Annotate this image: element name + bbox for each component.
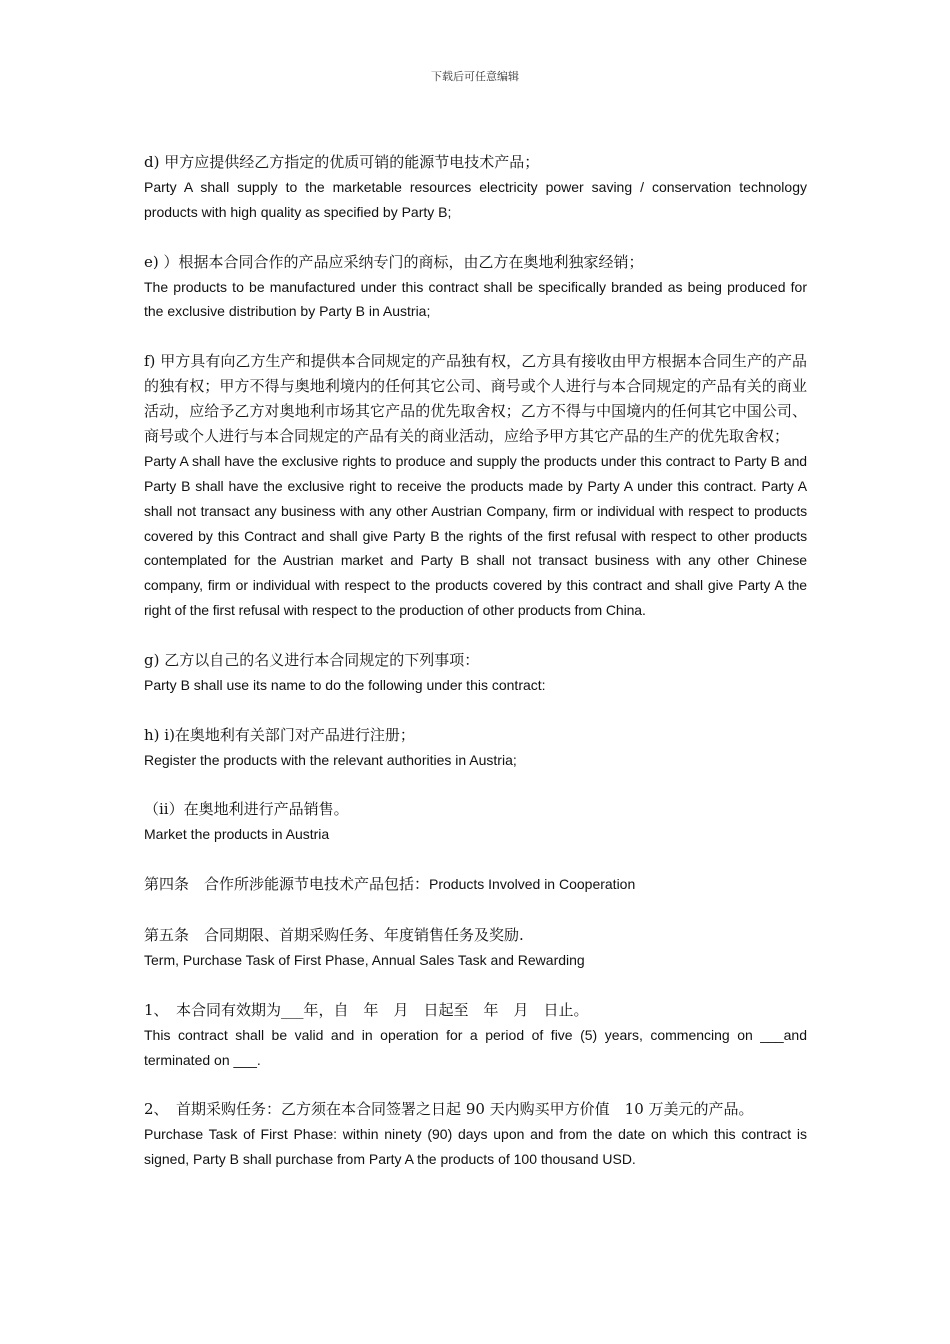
article-4-heading bbox=[144, 872, 807, 898]
document-body bbox=[144, 150, 807, 1172]
article-5-english: Term, Purchase Task of First Phase, Annual Sales Task and Rewarding bbox=[144, 951, 585, 968]
item-2-english: Purchase Task of First Phase: within ninety (90) days upon and from the date on which this contract is signed, Party B shall purchase from Party A the products of 100 thousand USD. bbox=[144, 1126, 807, 1168]
clause-g-english: Party B shall use its name to do the following under this contract: bbox=[144, 676, 546, 693]
page-header: 下载后可任意编辑 bbox=[431, 70, 519, 83]
spacer bbox=[144, 225, 807, 250]
spacer bbox=[144, 847, 807, 872]
article-4-english: Products Involved in Cooperation bbox=[429, 876, 636, 893]
clause-ii-chinese: （ii）在奥地利进行产品销售。 bbox=[144, 800, 349, 819]
clause-d-chinese: d) 甲方应提供经乙方指定的优质可销的能源节电技术产品； bbox=[144, 153, 540, 171]
clause-h-english: Register the products with the relevant authorities in Austria; bbox=[144, 751, 517, 768]
clause-f-english: Party A shall have the exclusive rights to produce and supply the products under this contract to Party B and Party B shall have the exclusive right to receive the products made by Party A under this contract. Party A shall not transact any business with any other Austrian Company, firm or individual with respect to products covered by this Contract and shall give Party B the rights of the first refusal with respect to other products contemplated for the Austrian market and Party B shall not transact business with any other Chinese company, firm or individual with respect to the products covered by this contract and shall give Party A the right of the first refusal with respect to the production of other products from China. bbox=[144, 452, 807, 619]
article-4-chinese: 第四条 合作所涉能源节电技术产品包括： bbox=[144, 875, 430, 894]
item-1-chinese: 1、 本合同有效期为___年，自 年 月 日起至 年 月 日止。 bbox=[144, 1000, 589, 1019]
clause-e-english: The products to be manufactured under this contract shall be specifically branded as being produced for the exclusive distribution by Party B in Austria; bbox=[144, 278, 807, 320]
spacer bbox=[144, 324, 807, 349]
clause-e-chinese: e) ）根据本合同合作的产品应采纳专门的商标，由乙方在奥地利独家经销； bbox=[144, 252, 644, 271]
spacer bbox=[144, 1072, 807, 1097]
item-2-chinese: 2、 首期采购任务：乙方须在本合同签署之日起 90 天内购买甲方价值 10 万美元的产品。 bbox=[144, 1100, 754, 1119]
spacer bbox=[144, 898, 807, 923]
clause-f-chinese: f) 甲方具有向乙方生产和提供本合同规定的产品独有权，乙方具有接收由甲方根据本合同生产的产品的独有权；甲方不得与奥地利境内的任何其它公司、商号或个人进行与本合同规定的产品有关的商业活动，应给予乙方对奥地利市场其它产品的优先取舍权；乙方不得与中国境内的任何其它中国公司、商号或个人进行与本合同规定的产品有关的商业活动，应给予甲方其它产品的生产的优先取舍权； bbox=[144, 352, 807, 445]
spacer bbox=[144, 973, 807, 998]
spacer bbox=[144, 623, 807, 648]
item-1-english: This contract shall be valid and in operation for a period of five (5) years, commencing on ___and terminated on ___. bbox=[144, 1026, 807, 1068]
spacer bbox=[144, 698, 807, 723]
clause-g-chinese: g) 乙方以自己的名义进行本合同规定的下列事项： bbox=[144, 651, 480, 670]
clause-ii-english: Market the products in Austria bbox=[144, 826, 330, 843]
clause-h-chinese: h) i)在奥地利有关部门对产品进行注册； bbox=[144, 725, 415, 744]
clause-d-english: Party A shall supply to the marketable resources electricity power saving / conservation technology products with high quality as specified by Party B; bbox=[144, 178, 807, 220]
spacer bbox=[144, 773, 807, 798]
article-5-chinese: 第五条 合同期限、首期采购任务、年度销售任务及奖励. bbox=[144, 925, 524, 944]
